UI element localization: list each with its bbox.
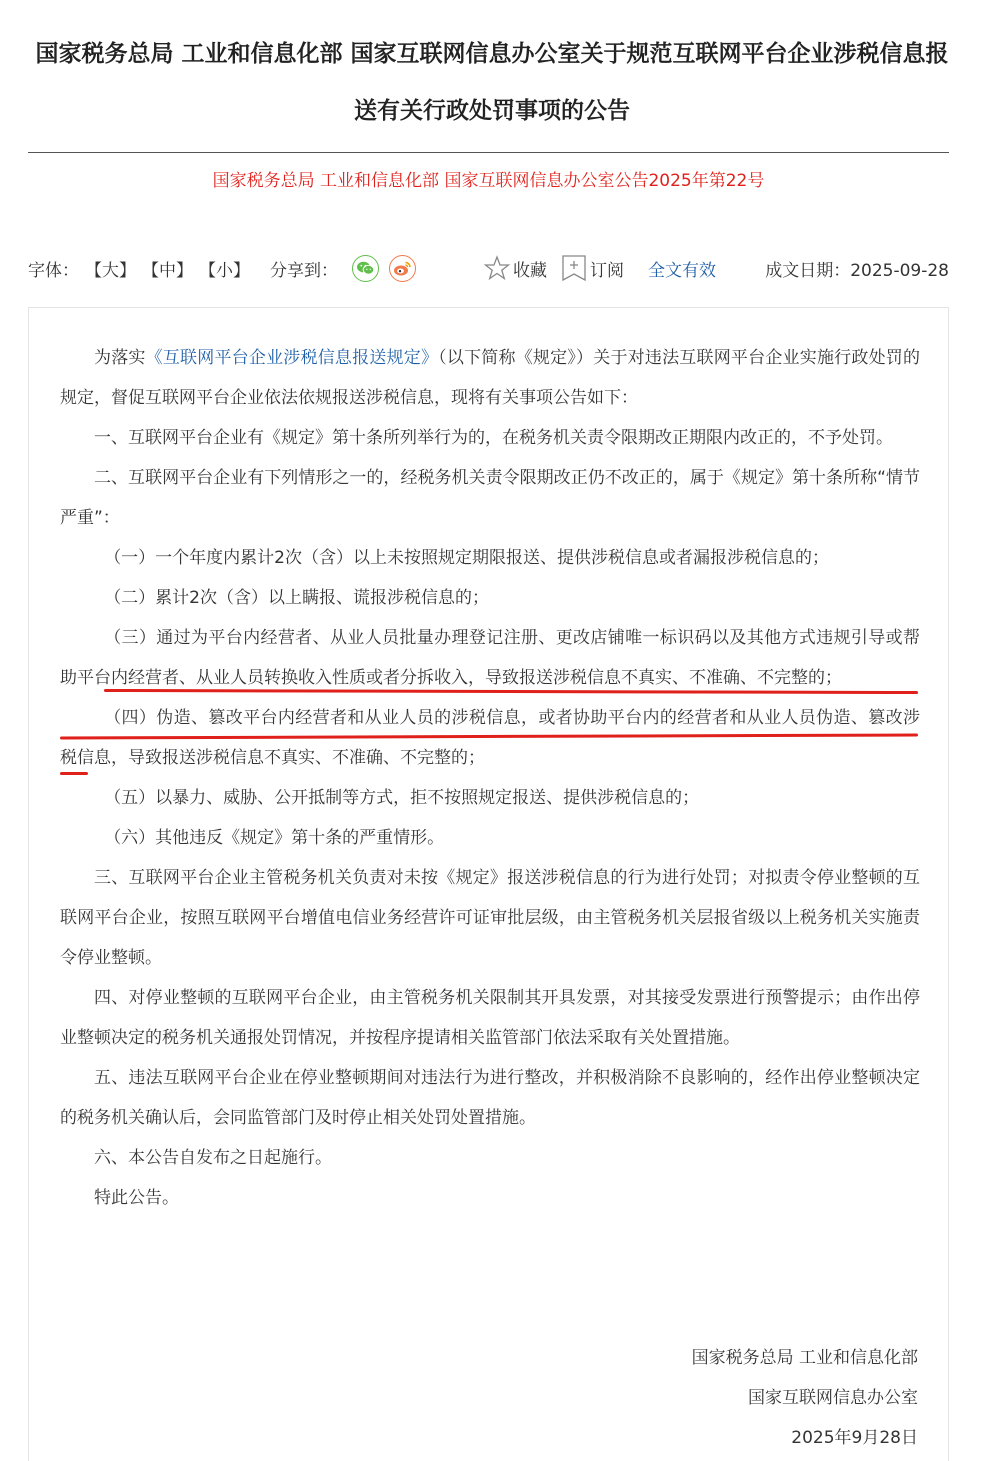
wechat-icon[interactable]: [352, 255, 379, 282]
list-item-6: （六）其他违反《规定》第十条的严重情形。: [104, 828, 445, 848]
star-icon: [484, 255, 510, 281]
paragraph-2: 二、互联网平台企业有下列情形之一的，经税务机关责令限期改正仍不改正的，属于《规定》第十条所称“情节严重”：: [60, 468, 920, 528]
highlight-underline-3: [60, 772, 88, 775]
closing-line: 特此公告。: [94, 1188, 179, 1208]
issue-date-value: 2025-09-28: [850, 260, 949, 281]
issue-date-label: 成文日期：: [765, 260, 851, 281]
article-body: [60, 338, 920, 1218]
font-size-label: 字体：: [28, 260, 79, 281]
font-size-medium-button[interactable]: 【中】: [142, 260, 193, 281]
signature-issuers-line-2: 国家互联网信息办公室: [748, 1388, 918, 1408]
subscribe-label: 订阅: [590, 260, 624, 281]
paragraph-1: 一、互联网平台企业有《规定》第十条所列举行为的，在税务机关责令限期改正期限内改正的，不予处罚。: [94, 428, 893, 448]
font-size-large-button[interactable]: 【大】: [85, 260, 136, 281]
list-item-4: （四）伪造、篡改平台内经营者和从业人员的涉税信息，或者协助平台内的经营者和从业人员伪造、篡改涉税信息，导致报送涉税信息不真实、不准确、不完整的；: [60, 708, 920, 768]
intro-paragraph: [60, 338, 920, 418]
list-item-3-highlighted: （三）通过为平台内经营者、从业人员批量办理登记注册、更改店铺唯一标识码以及其他方式违规引导或帮助平台内经营者、从业人员转换收入性质或者分拆收入，导致报送涉税信息不真实、不准确、不完整的；: [60, 628, 920, 688]
share-label: 分享到：: [270, 260, 338, 281]
list-item-1: （一）一个年度内累计2次（含）以上未按照规定期限报送、提供涉税信息或者漏报涉税信息的；: [104, 548, 830, 568]
title-divider: [28, 152, 949, 153]
signature-date: 2025年9月28日: [791, 1428, 918, 1448]
favorite-label: 收藏: [513, 260, 547, 281]
validity-status-link[interactable]: 全文有效: [648, 260, 716, 281]
regulation-link[interactable]: 《互联网平台企业涉税信息报送规定》: [145, 348, 439, 368]
favorite-button[interactable]: [484, 255, 547, 281]
subscribe-button[interactable]: [561, 254, 624, 282]
document-number: 国家税务总局 工业和信息化部 国家互联网信息办公室公告2025年第22号: [212, 171, 765, 191]
paragraph-6: 六、本公告自发布之日起施行。: [94, 1148, 332, 1168]
page-title: 国家税务总局 工业和信息化部 国家互联网信息办公室关于规范互联网平台企业涉税信息报送有关行政处罚事项的公告: [35, 41, 949, 124]
article-toolbar: [28, 250, 949, 286]
issue-date: [765, 256, 949, 281]
weibo-icon[interactable]: [389, 255, 416, 282]
paragraph-5: 五、违法互联网平台企业在停业整顿期间对违法行为进行整改，并积极消除不良影响的，经作出停业整顿决定的税务机关确认后，会同监管部门及时停止相关处罚处置措施。: [60, 1068, 920, 1128]
font-size-small-button[interactable]: 【小】: [199, 260, 250, 281]
intro-suffix: （以下简称《规定》）关于对违法互联网平台企业实施行政处罚的规定，督促互联网平台企业依法依规报送涉税信息，现将有关事项公告如下：: [60, 348, 921, 408]
signature-issuers-line-1: 国家税务总局 工业和信息化部: [691, 1348, 918, 1368]
signature-block: [518, 1338, 918, 1458]
intro-prefix: 为落实: [94, 348, 146, 368]
list-item-5: （五）以暴力、威胁、公开抵制等方式，拒不按照规定报送、提供涉税信息的；: [104, 788, 700, 808]
subscribe-icon: [561, 254, 587, 282]
paragraph-3: 三、互联网平台企业主管税务机关负责对未按《规定》报送涉税信息的行为进行处罚；对拟责令停业整顿的互联网平台企业，按照互联网平台增值电信业务经营许可证审批层级，由主管税务机关层报省级以上税务机关实施责令停业整顿。: [60, 868, 920, 968]
paragraph-4: 四、对停业整顿的互联网平台企业，由主管税务机关限制其开具发票，对其接受发票进行预警提示；由作出停业整顿决定的税务机关通报处罚情况，并按程序提请相关监管部门依法采取有关处置措施。: [60, 988, 920, 1048]
list-item-2: （二）累计2次（含）以上瞒报、谎报涉税信息的；: [104, 588, 490, 608]
